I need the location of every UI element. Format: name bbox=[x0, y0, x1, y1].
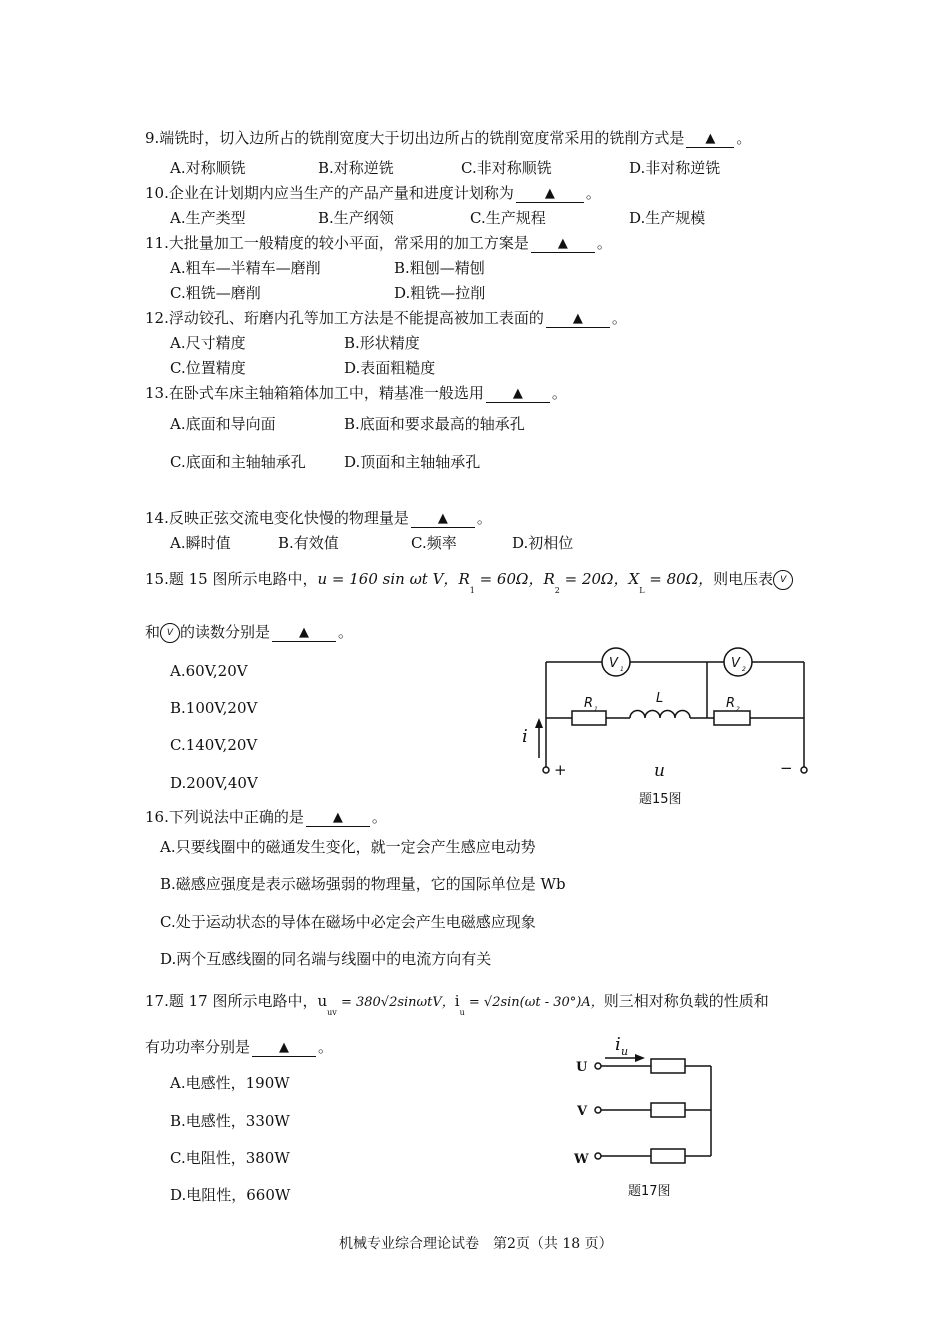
terminal-v[interactable] bbox=[595, 1107, 601, 1113]
answer-blank[interactable]: ▲ bbox=[546, 311, 610, 328]
question-12: 12.浮动铰孔、珩磨内孔等加工方法是不能提高被加工表面的 ▲ 。 bbox=[145, 309, 627, 327]
option[interactable]: B.底面和要求最高的轴承孔 bbox=[344, 415, 525, 433]
option[interactable]: D.电阻性，660W bbox=[170, 1186, 291, 1204]
option[interactable]: D.初相位 bbox=[512, 534, 574, 552]
question-10: 10.企业在计划期内应当生产的产品产量和进度计划称为 ▲ 。 bbox=[145, 184, 601, 202]
option[interactable]: B.磁感应强度是表示磁场强弱的物理量，它的国际单位是 Wb bbox=[160, 875, 566, 893]
question-9: 9.端铣时，切入边所占的铣削宽度大于切出边所占的铣削宽度常采用的铣削方式是 ▲ 。 bbox=[145, 129, 752, 147]
l-label: L bbox=[656, 691, 664, 706]
option[interactable]: C.频率 bbox=[411, 534, 457, 552]
arrow-up-icon bbox=[535, 718, 543, 728]
question-17-line2: 有功功率分别是 ▲ 。 bbox=[145, 1038, 334, 1056]
answer-blank[interactable]: ▲ bbox=[516, 186, 584, 203]
u-label: U bbox=[576, 1060, 588, 1075]
equation-iu: = √2sin(ωt - 30°)A， bbox=[464, 995, 604, 1010]
option[interactable]: A.底面和导向面 bbox=[170, 415, 276, 433]
option[interactable]: B.有效值 bbox=[278, 534, 339, 552]
svg-text:1: 1 bbox=[620, 666, 624, 673]
figure-15-caption: 题15图 bbox=[639, 792, 682, 807]
option[interactable]: C.粗铣—磨削 bbox=[170, 284, 261, 302]
option[interactable]: A.对称顺铣 bbox=[170, 159, 246, 177]
answer-blank[interactable]: ▲ bbox=[272, 625, 336, 642]
question-15: 15.题 15 图所示电路中，u = 160 sin ωt V，$R_1 = 60\Omega$，$R_2 = 20\Omega$，$X_L = 80\Omega$，则电压表 V bbox=[145, 568, 793, 590]
option[interactable]: A.只要线圈中的磁通发生变化，就一定会产生感应电动势 bbox=[160, 838, 536, 856]
question-15-line2: 和 V 的读数分别是 ▲ 。 bbox=[145, 623, 354, 641]
circuit-figure-15 bbox=[510, 640, 810, 815]
r1-label: R bbox=[584, 696, 594, 711]
page-footer: 机械专业综合理论试卷 第2页（共 18 页） bbox=[339, 1236, 613, 1252]
equation-uuv: = 380√2sinωtV， bbox=[336, 995, 455, 1010]
option[interactable]: D.两个互感线圈的同名端与线圈中的电流方向有关 bbox=[160, 950, 492, 968]
option[interactable]: A.生产类型 bbox=[170, 209, 246, 227]
answer-blank[interactable]: ▲ bbox=[252, 1040, 316, 1057]
option[interactable]: A.瞬时值 bbox=[170, 534, 231, 552]
option[interactable]: C.生产规程 bbox=[470, 209, 546, 227]
svg-text:2: 2 bbox=[742, 666, 746, 673]
answer-blank[interactable]: ▲ bbox=[686, 131, 734, 148]
minus-label: − bbox=[780, 759, 793, 777]
option[interactable]: D.表面粗糙度 bbox=[344, 359, 436, 377]
svg-text:2: 2 bbox=[736, 706, 740, 713]
option[interactable]: C.非对称顺铣 bbox=[461, 159, 552, 177]
terminal-w[interactable] bbox=[595, 1153, 601, 1159]
terminal-plus[interactable] bbox=[543, 767, 549, 773]
option[interactable]: C.电阻性，380W bbox=[170, 1149, 290, 1167]
option[interactable]: A.60V,20V bbox=[170, 662, 248, 680]
question-14: 14.反映正弦交流电变化快慢的物理量是 ▲ 。 bbox=[145, 509, 492, 527]
option[interactable]: C.140V,20V bbox=[170, 736, 258, 754]
circuit-figure-17 bbox=[565, 1030, 725, 1205]
r2-label: R bbox=[726, 696, 736, 711]
plus-label: + bbox=[554, 761, 567, 779]
option[interactable]: A.电感性，190W bbox=[170, 1074, 290, 1092]
equation-u: u = 160 sin ωt V， bbox=[317, 570, 459, 588]
option[interactable]: B.粗刨—精刨 bbox=[394, 259, 485, 277]
svg-text:u: u bbox=[621, 1045, 629, 1058]
option[interactable]: A.粗车—半精车—磨削 bbox=[170, 259, 321, 277]
voltage-u-label: u bbox=[654, 761, 665, 781]
option[interactable]: B.电感性，330W bbox=[170, 1112, 290, 1130]
answer-blank[interactable]: ▲ bbox=[486, 386, 550, 403]
option[interactable]: D.顶面和主轴轴承孔 bbox=[344, 453, 481, 471]
answer-blank[interactable]: ▲ bbox=[306, 810, 370, 827]
option[interactable]: B.对称逆铣 bbox=[318, 159, 394, 177]
option[interactable]: B.形状精度 bbox=[344, 334, 420, 352]
question-11: 11.大批量加工一般精度的较小平面，常采用的加工方案是 ▲ 。 bbox=[145, 234, 612, 252]
question-13: 13.在卧式车床主轴箱箱体加工中，精基准一般选用 ▲ 。 bbox=[145, 384, 567, 402]
terminal-minus[interactable] bbox=[801, 767, 807, 773]
figure-17-caption: 题17图 bbox=[628, 1184, 671, 1199]
v-label: V bbox=[577, 1104, 588, 1119]
option[interactable]: C.底面和主轴轴承孔 bbox=[170, 453, 306, 471]
answer-blank[interactable]: ▲ bbox=[411, 511, 475, 528]
question-16: 16.下列说法中正确的是 ▲ 。 bbox=[145, 808, 387, 826]
current-i-label: i bbox=[522, 726, 528, 747]
v1-label: V bbox=[609, 656, 618, 671]
w-label: W bbox=[574, 1152, 589, 1167]
arrow-right-icon bbox=[635, 1054, 645, 1062]
terminal-u[interactable] bbox=[595, 1063, 601, 1069]
option[interactable]: B.100V,20V bbox=[170, 699, 258, 717]
option[interactable]: D.非对称逆铣 bbox=[629, 159, 721, 177]
question-17: 17.题 17 图所示电路中，$u_{uv} = 380√2\sin\omega tV$，$i_u = √2\sin(\omega t - 30^\circ)A$，则三相对称负载的性质和 bbox=[145, 992, 769, 1017]
current-iu-label: i bbox=[615, 1034, 621, 1055]
option[interactable]: D.粗铣—拉削 bbox=[394, 284, 486, 302]
option[interactable]: C.位置精度 bbox=[170, 359, 246, 377]
v2-label: V bbox=[731, 656, 740, 671]
option[interactable]: C.处于运动状态的导体在磁场中必定会产生电磁感应现象 bbox=[160, 913, 536, 931]
svg-text:1: 1 bbox=[594, 706, 598, 713]
option[interactable]: B.生产纲领 bbox=[318, 209, 394, 227]
voltmeter-v1-icon: V bbox=[773, 570, 793, 590]
voltmeter-v2-icon: V bbox=[160, 623, 180, 643]
answer-blank[interactable]: ▲ bbox=[531, 236, 595, 253]
option[interactable]: D.200V,40V bbox=[170, 774, 258, 792]
option[interactable]: D.生产规模 bbox=[629, 209, 706, 227]
option[interactable]: A.尺寸精度 bbox=[170, 334, 246, 352]
